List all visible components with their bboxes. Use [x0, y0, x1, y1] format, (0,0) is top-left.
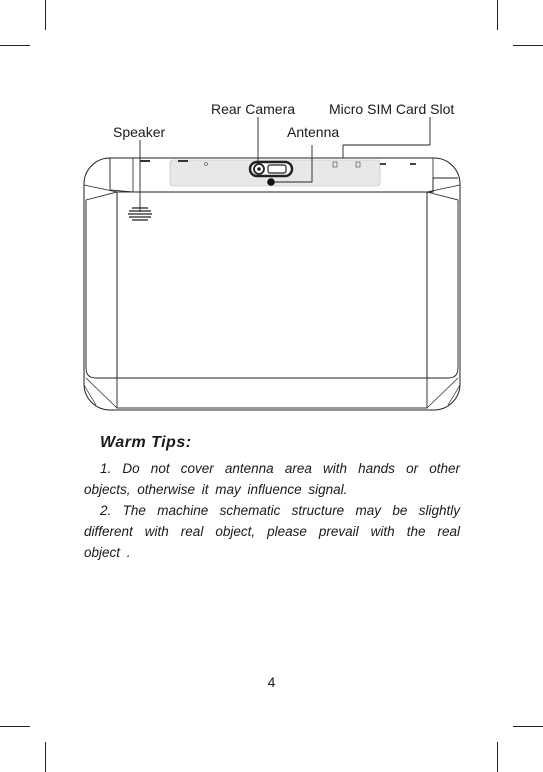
crop-mark-bottom-right-v: [497, 742, 498, 772]
warm-tip-1: 1. Do not cover antenna area with hands or other objects, otherwise it may influence signal.: [84, 461, 460, 497]
warm-tips-section: [84, 434, 460, 563]
left-grip: [86, 192, 117, 378]
antenna-label: Antenna: [287, 124, 340, 140]
crop-mark-bottom-left-v: [45, 742, 46, 772]
rear-camera-label: Rear Camera: [211, 101, 296, 117]
back-panel: [117, 192, 427, 378]
micro-sim-slot-label: Micro SIM Card Slot: [329, 101, 455, 117]
bottom-bar: [117, 378, 427, 408]
warm-tips-title: Warm Tips:: [100, 434, 192, 451]
crop-mark-bottom-left-h: [0, 726, 30, 727]
right-grip: [427, 192, 458, 378]
crop-mark-bottom-right-h: [513, 726, 543, 727]
warm-tip-2: 2. The machine schematic structure may be slightly different with real object, please prevail with the real object .: [84, 503, 460, 560]
speaker-label: Speaker: [113, 124, 166, 140]
page-number: 4: [267, 674, 276, 690]
